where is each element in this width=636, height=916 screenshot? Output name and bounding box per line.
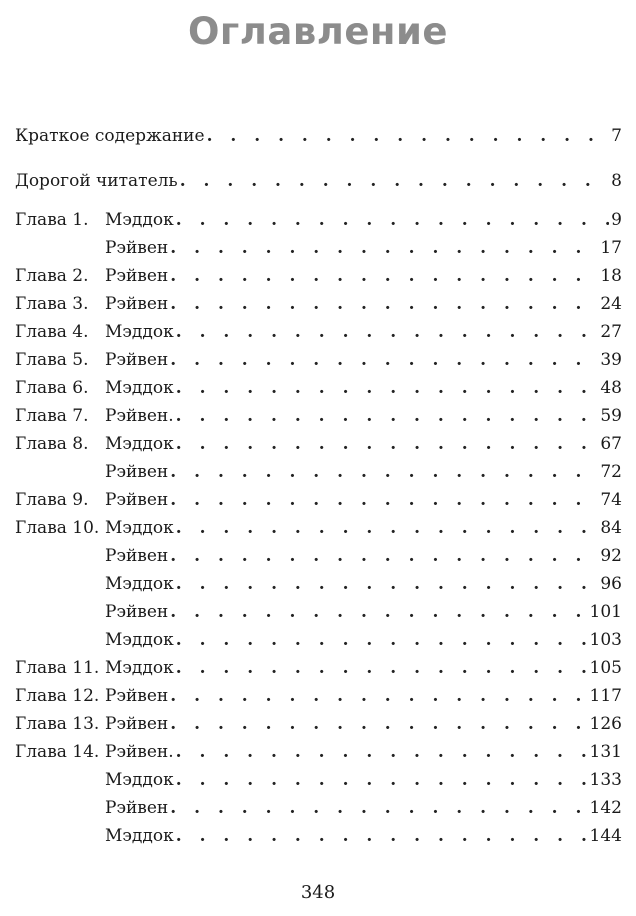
toc-entry-title: Рэйвен. (105, 406, 174, 426)
toc-entry (15, 767, 622, 793)
toc-entry (15, 291, 622, 317)
dot-leader (207, 123, 610, 149)
toc-entry (15, 683, 622, 709)
toc-entry-title: Рэйвен. (105, 742, 174, 762)
toc-entry-title: Рэйвен (105, 266, 169, 286)
toc-page-number: 27 (600, 322, 622, 342)
dot-leader (176, 375, 599, 401)
toc-page-number: 84 (600, 518, 622, 538)
toc-entry-title: Мэддок (105, 826, 174, 846)
toc-entry (15, 795, 622, 821)
dot-leader (170, 711, 587, 737)
toc-entry-title: Мэддок (105, 434, 174, 454)
dot-leader (176, 739, 588, 765)
toc-entry-title: Мэддок (105, 658, 174, 678)
toc-entry-title: Мэддок (105, 518, 174, 538)
toc-page-number: 131 (589, 742, 622, 762)
dot-leader (170, 235, 598, 261)
toc-entry (15, 739, 622, 765)
page-number: 348 (300, 882, 336, 903)
toc-page-number: 9 (611, 210, 622, 230)
toc-chapter-number: Глава 14. (15, 742, 100, 762)
toc-chapter-number: Глава 10. (15, 518, 100, 538)
toc-entry-title: Рэйвен (105, 602, 169, 622)
dot-leader (176, 655, 588, 681)
dot-leader (176, 571, 599, 597)
toc-entry (15, 375, 622, 401)
toc-entry-title: Рэйвен (105, 714, 169, 734)
dot-leader (176, 515, 599, 541)
dot-leader (170, 347, 598, 373)
dot-leader (170, 487, 598, 513)
toc-entry-title: Мэддок (105, 574, 174, 594)
toc-entry (15, 627, 622, 653)
toc-entry (15, 319, 622, 345)
dot-leader (170, 599, 587, 625)
toc-chapter-number: Глава 13. (15, 714, 100, 734)
toc-entry-title: Дорогой читатель (15, 171, 178, 191)
toc-chapter-number: Глава 1. (15, 210, 89, 230)
toc-entry-title: Рэйвен (105, 294, 169, 314)
toc-chapter-number: Глава 5. (15, 350, 89, 370)
toc-page-number: 126 (589, 714, 622, 734)
toc-entry (15, 459, 622, 485)
toc-entry-title: Краткое содержание (15, 126, 205, 146)
toc-entry-title: Рэйвен (105, 546, 169, 566)
toc-entry-title: Рэйвен (105, 462, 169, 482)
toc-entry (15, 235, 622, 261)
toc-entry-title: Мэддок (105, 322, 174, 342)
dot-leader (176, 767, 588, 793)
toc-entry (15, 543, 622, 569)
toc-entry (15, 263, 622, 289)
dot-leader (170, 795, 587, 821)
toc-page-number: 17 (600, 238, 622, 258)
toc-entry (15, 599, 622, 625)
dot-leader (170, 263, 598, 289)
toc-page-number: 48 (600, 378, 622, 398)
toc-page-number: 101 (589, 602, 622, 622)
toc-chapter-number: Глава 9. (15, 490, 89, 510)
toc-entry (15, 431, 622, 457)
toc-page-number: 96 (600, 574, 622, 594)
toc-entry (15, 403, 622, 429)
toc-page-number: 24 (600, 294, 622, 314)
dot-leader (176, 403, 599, 429)
table-of-contents (15, 0, 622, 916)
dot-leader (170, 459, 598, 485)
toc-page-number: 18 (600, 266, 622, 286)
toc-entry (15, 571, 622, 597)
toc-chapter-number: Глава 3. (15, 294, 89, 314)
dot-leader (176, 823, 588, 849)
toc-page-number: 8 (611, 171, 622, 191)
toc-entry-title: Рэйвен (105, 350, 169, 370)
toc-page-number: 67 (600, 434, 622, 454)
toc-page-number: 7 (611, 126, 622, 146)
toc-page-number: 117 (589, 686, 622, 706)
dot-leader (176, 319, 599, 345)
toc-page-number: 72 (600, 462, 622, 482)
toc-chapter-number: Глава 4. (15, 322, 89, 342)
dot-leader (176, 431, 599, 457)
toc-entry (15, 123, 622, 149)
page-title: Оглавление (187, 10, 449, 53)
dot-leader (176, 207, 609, 233)
toc-entry-title: Рэйвен (105, 490, 169, 510)
toc-entry-title: Мэддок (105, 378, 174, 398)
toc-entry-title: Мэддок (105, 630, 174, 650)
toc-entry-title: Мэддок (105, 210, 174, 230)
toc-page-number: 39 (600, 350, 622, 370)
toc-entry (15, 823, 622, 849)
toc-entry-title: Рэйвен (105, 686, 169, 706)
toc-entry (15, 487, 622, 513)
toc-entry (15, 168, 622, 194)
toc-entry-title: Рэйвен (105, 798, 169, 818)
toc-entry (15, 515, 622, 541)
toc-page-number: 144 (589, 826, 622, 846)
toc-page-number: 133 (589, 770, 622, 790)
toc-chapter-number: Глава 8. (15, 434, 89, 454)
toc-chapter-number: Глава 12. (15, 686, 100, 706)
toc-page-number: 59 (600, 406, 622, 426)
toc-chapter-number: Глава 6. (15, 378, 89, 398)
toc-chapter-number: Глава 11. (15, 658, 100, 678)
toc-entry (15, 711, 622, 737)
toc-entry (15, 347, 622, 373)
toc-entry-title: Рэйвен (105, 238, 169, 258)
toc-page-number: 105 (589, 658, 622, 678)
toc-entry (15, 207, 622, 233)
toc-entry-title: Мэддок (105, 770, 174, 790)
dot-leader (180, 168, 609, 194)
dot-leader (170, 683, 587, 709)
dot-leader (170, 291, 598, 317)
dot-leader (170, 543, 598, 569)
toc-page-number: 103 (589, 630, 622, 650)
toc-chapter-number: Глава 7. (15, 406, 89, 426)
toc-chapter-number: Глава 2. (15, 266, 89, 286)
toc-page-number: 142 (589, 798, 622, 818)
toc-page-number: 74 (600, 490, 622, 510)
toc-page-number: 92 (600, 546, 622, 566)
dot-leader (176, 627, 588, 653)
toc-entry (15, 655, 622, 681)
